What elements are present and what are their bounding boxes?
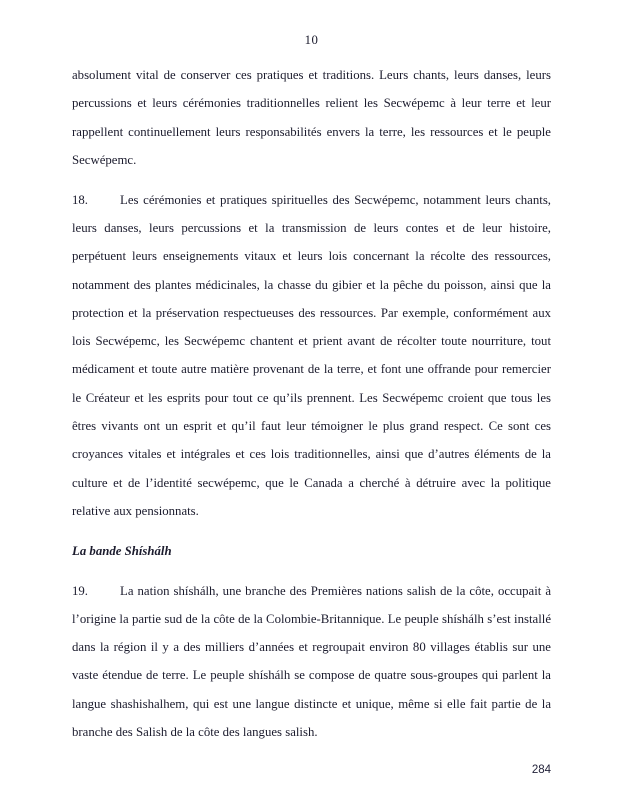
paragraph-19 <box>72 577 551 747</box>
paragraph-text: Les cérémonies et pratiques spirituelles des Secwépemc, notamment leurs chants, leurs danses, leurs percussions et la transmission de leurs contes et de leur histoire, perpétuent leurs enseignements vitaux et leurs lois concernant la récolte des ressources, notamment des plantes médicinales, la chasse du gibier et la pêche du poisson, ainsi que la protection et la préservation respectueuses des ressources. Par exemple, conformément aux lois Secwépemc, les Secwépemc chantent et prient avant de récolter toute nourriture, tout médicament et toute autre matière provenant de la terre, et font une offrande pour remercier le Créateur et les esprits pour tout ce qu’ils prennent. Les Secwépemc croient que tous les êtres vivants ont un esprit et qu’il faut leur témoigner le plus grand respect. Ce sont ces croyances vitales et intégrales et ces lois traditionnelles, ainsi que d’autres éléments de la culture et de l’identité secwépemc, que le Canada a cherché à détruire avec la politique relative aux pensionnats. <box>72 192 551 518</box>
footer-page-number: 284 <box>531 764 551 776</box>
header-page-number: 10 <box>304 33 319 47</box>
paragraph-text: absolument vital de conserver ces pratiques et traditions. Leurs chants, leurs danses, leurs percussions et leurs cérémonies traditionnelles relient les Secwépemc à leur terre et leur rappellent continuellement leurs responsabilités envers la terre, les ressources et le peuple Secwépemc. <box>72 68 551 167</box>
paragraph-number: 19. <box>72 583 88 598</box>
paragraph-continuation <box>72 61 551 174</box>
paragraph-text: La nation shíshálh, une branche des Premières nations salish de la côte, occupait à l’origine la partie sud de la côte de la Colombie-Britannique. Le peuple shíshálh s’est installé dans la région il y a des milliers d’années et regroupait environ 80 villages établis sur une vaste étendue de terre. Le peuple shíshálh se compose de quatre sous-groupes qui parlent la langue shashishalhem, qui est une langue distincte et unique, même si elle fait partie de la branche des Salish de la côte des langues salish. <box>72 583 551 740</box>
document-body <box>72 61 551 758</box>
paragraph-number: 18. <box>72 192 88 207</box>
section-heading: La bande Shíshálh <box>72 543 172 558</box>
paragraph-18 <box>72 186 551 526</box>
